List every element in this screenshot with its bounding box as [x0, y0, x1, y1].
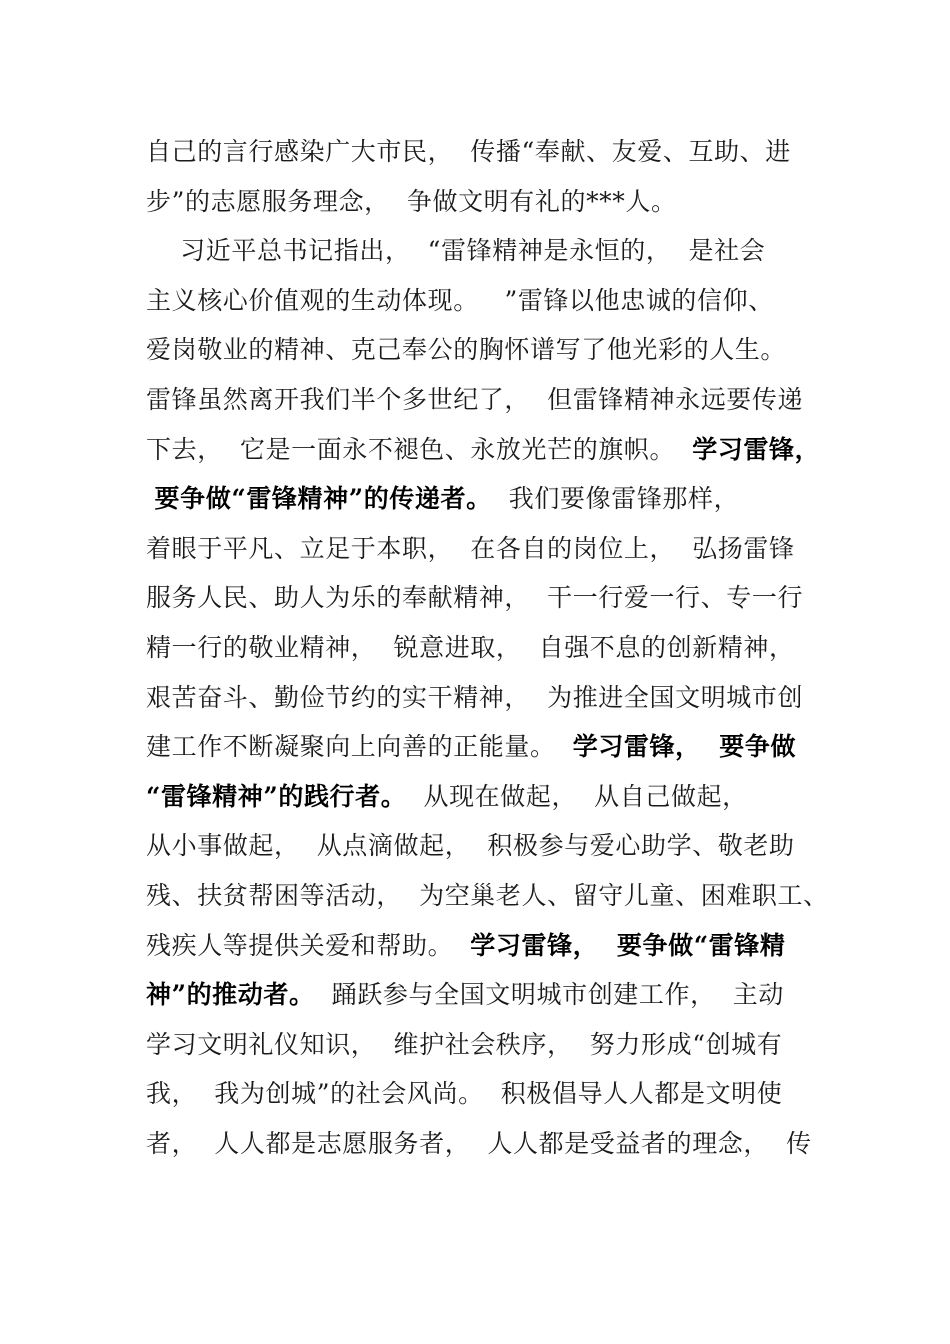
text-run: 自己的言行感染广大市民， 传播“奉献、友爱、互助、进: [146, 137, 791, 166]
bold-phrase: 学习雷锋，: [692, 434, 821, 464]
text-line: [146, 921, 786, 971]
text-line: [146, 1119, 812, 1169]
text-line: [146, 623, 795, 673]
text-run: 习近平总书记指出， “雷锋精神是永恒的， 是社会: [146, 236, 766, 266]
text-run: 雷锋虽然离开我们半个多世纪了， 但雷锋精神永远要传递: [146, 385, 804, 414]
text-line: [146, 722, 796, 772]
bold-phrase: 要争做“雷锋精神”的传递者。: [154, 484, 492, 514]
text-line: [146, 425, 820, 475]
text-line: [146, 1069, 782, 1119]
bold-phrase: 神”的推动者。: [146, 980, 315, 1010]
text-run: 我， 我为创城”的社会风尚。 积极倡导人人都是文明使: [146, 1079, 783, 1109]
text-line: [146, 673, 803, 723]
text-line: [146, 325, 786, 375]
text-line: [146, 474, 739, 524]
text-run: 建工作不断凝聚向上向善的正能量。: [146, 732, 573, 762]
bold-phrase: 学习雷锋， 要争做“雷锋精: [470, 930, 786, 960]
text-run: 精一行的敬业精神， 锐意进取， 自强不息的创新精神，: [146, 633, 795, 662]
text-run: 着眼于平凡、立足于本职， 在各自的岗位上， 弘扬雷锋: [146, 533, 795, 563]
text-line: [146, 177, 677, 227]
text-line: [146, 573, 803, 623]
text-run: 服务人民、助人为乐的奉献精神， 干一行爱一行、专一行: [146, 583, 804, 613]
text-line: [146, 772, 748, 822]
text-run: 残、扶贫帮困等活动， 为空巢老人、留守儿童、困难职工、: [146, 881, 829, 910]
text-run: 我们要像雷锋那样，: [491, 484, 740, 514]
text-run: 者， 人人都是志愿服务者， 人人都是受益者的理念， 传: [146, 1129, 812, 1158]
text-line: [146, 970, 784, 1020]
text-line: [146, 127, 791, 177]
text-run: 爱岗敬业的精神、克己奉公的胸怀谱写了他光彩的人生。: [146, 335, 787, 365]
text-run: [146, 484, 155, 513]
bold-phrase: “雷锋精神”的践行者。: [146, 781, 407, 811]
text-line: [146, 375, 803, 425]
text-run: 步”的志愿服务理念， 争做文明有礼的***人。: [146, 186, 677, 216]
text-run: 踊跃参与全国文明城市创建工作， 主动: [314, 980, 784, 1010]
text-run: 艰苦奋斗、勤俭节约的实干精神， 为推进全国文明城市创: [146, 682, 804, 712]
text-run: 下去， 它是一面永不褪色、永放光芒的旗帜。: [146, 434, 693, 464]
text-line: [146, 1020, 782, 1070]
text-line: [146, 524, 795, 574]
text-run: 学习文明礼仪知识， 维护社会秩序， 努力形成“创城有: [146, 1029, 783, 1059]
text-run: 从小事做起， 从点滴做起， 积极参与爱心助学、敬老助: [146, 831, 795, 861]
text-line: [146, 871, 829, 921]
text-line: [146, 821, 795, 871]
text-line: [146, 226, 765, 276]
text-run: 从现在做起， 从自己做起，: [406, 781, 748, 811]
text-line: [146, 276, 774, 326]
text-run: 残疾人等提供关爱和帮助。: [146, 930, 471, 960]
text-run: 主义核心价值观的生动体现。 ”雷锋以他忠诚的信仰、: [146, 285, 774, 315]
bold-phrase: 学习雷锋， 要争做: [572, 732, 797, 762]
